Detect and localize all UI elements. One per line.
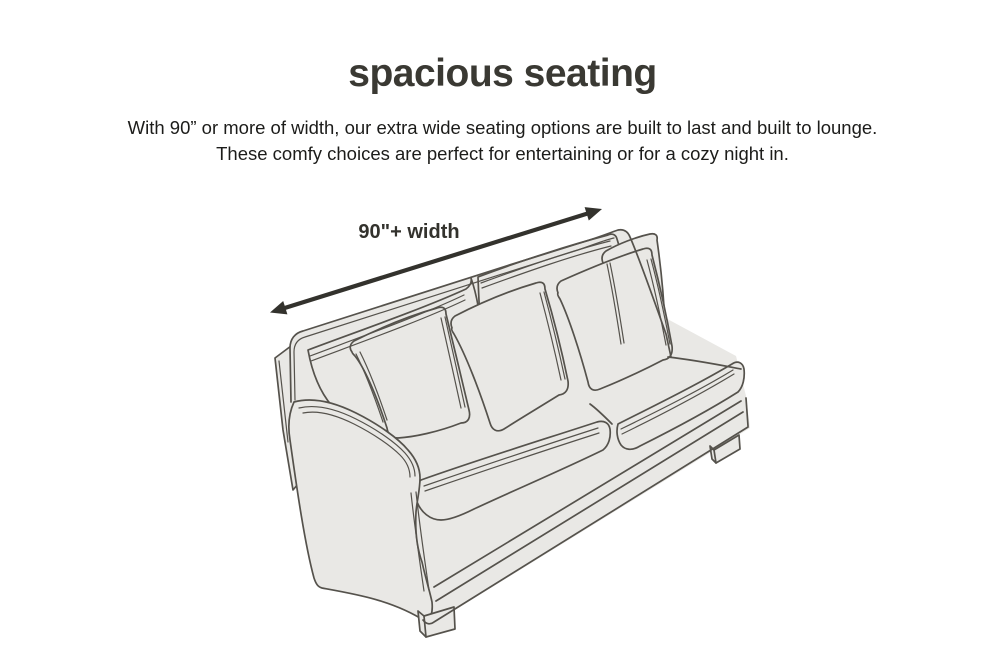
description-line-1: With 90” or more of width, our extra wide seating options are built to last and built to lounge. bbox=[127, 117, 878, 138]
arrow-head-left bbox=[270, 301, 287, 314]
arrow-head-right bbox=[585, 207, 602, 220]
page-title: spacious seating bbox=[348, 52, 657, 95]
description-line-2: These comfy choices are perfect for entertaining or for a cozy night in. bbox=[216, 143, 789, 164]
dimension-label: 90"+ width bbox=[358, 221, 460, 243]
